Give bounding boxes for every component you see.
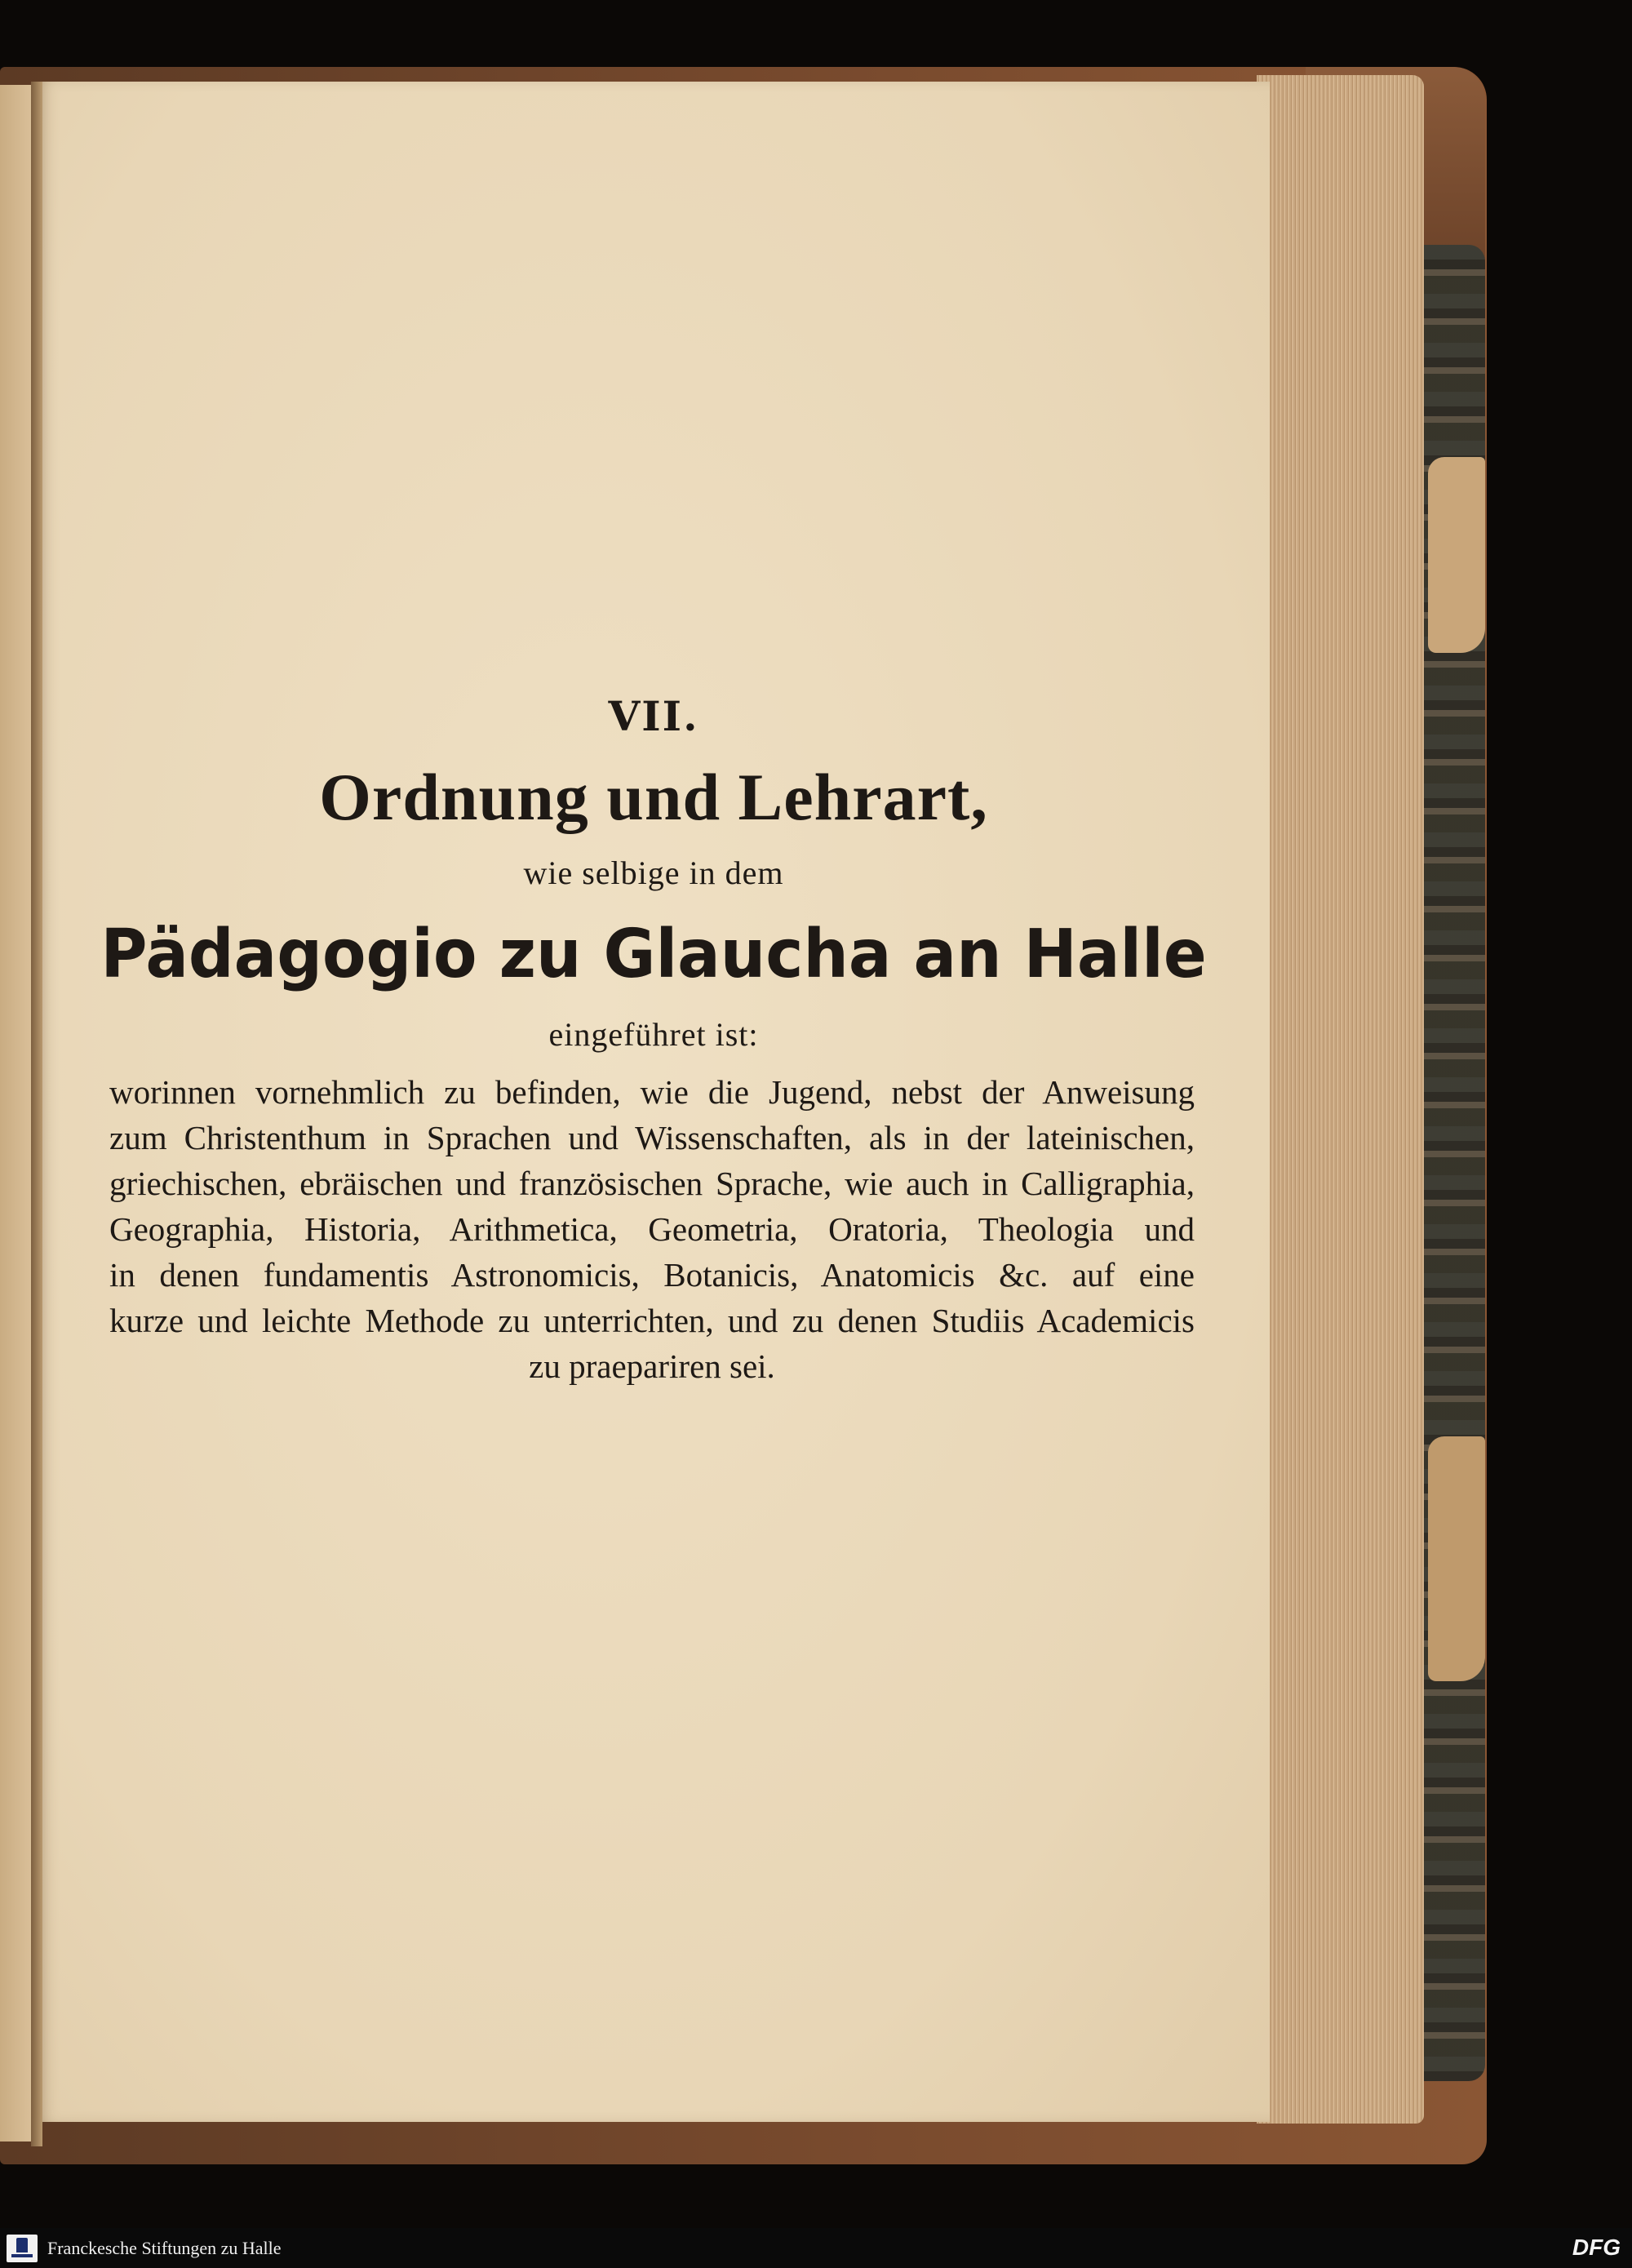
body-line: zum Christenthum in Sprachen und Wissenschaften, als in der lateinischen, <box>109 1119 1195 1156</box>
dfg-logo: DFG <box>1572 2235 1621 2260</box>
body-paragraph <box>109 1069 1195 1389</box>
body-line: zu praepariren sei. <box>529 1347 775 1385</box>
chapter-subtitle: wie selbige in dem <box>523 854 784 891</box>
intro-line: eingeführet ist: <box>548 1016 759 1053</box>
institution-name: Franckesche Stiftungen zu Halle <box>47 2238 282 2258</box>
body-line: kurze und leichte Methode zu unterrichten, und zu denen Studiis Academicis <box>109 1302 1195 1339</box>
viewer-footer <box>0 2228 1632 2268</box>
body-line: in denen fundamentis Astronomicis, Botanicis, Anatomicis &c. auf eine <box>109 1256 1195 1294</box>
institution-logo-icon <box>7 2235 38 2262</box>
body-line: Geographia, Historia, Arithmetica, Geometria, Oratoria, Theologia und <box>109 1210 1195 1248</box>
chapter-title: Ordnung und Lehrart, <box>319 760 988 834</box>
body-line: griechischen, ebräischen und französischen Sprache, wie auch in Calligraphia, <box>109 1165 1195 1202</box>
book-gutter <box>31 82 42 2146</box>
page-edges <box>1257 75 1424 2124</box>
cover-wear-patch <box>1428 457 1485 653</box>
place-heading: Pädagogio zu Glaucha an Halle <box>100 916 1207 993</box>
body-line: worinnen vornehmlich zu befinden, wie die Jugend, nebst der Anweisung <box>109 1073 1195 1111</box>
chapter-number: VII. <box>608 692 699 740</box>
cover-wear-patch <box>1428 1436 1485 1681</box>
